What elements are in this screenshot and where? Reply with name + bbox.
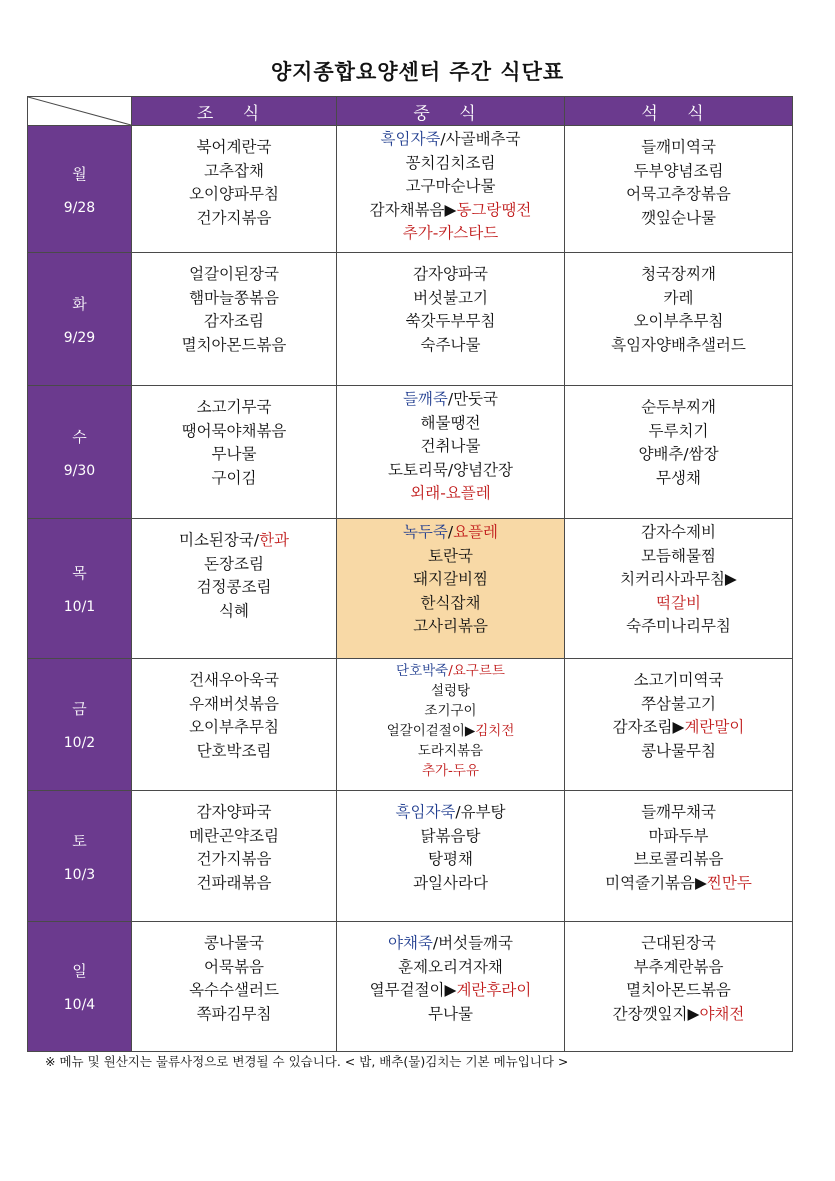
menu-item [337, 310, 564, 334]
menu-item-text: 들깨무채국 [641, 803, 716, 821]
menu-item [565, 956, 792, 980]
menu-item: 양배추/쌈장 [638, 445, 719, 463]
menu-item [337, 199, 564, 223]
cell-dinner [565, 922, 793, 1052]
menu-item [337, 825, 564, 849]
menu-item-text: 마파두부 [648, 826, 709, 845]
day-name: 화 [72, 294, 87, 313]
menu-item-text: 도토리묵/양념간장 [387, 460, 513, 479]
menu-item: 감자양파국 [196, 803, 272, 821]
cell-dinner [565, 253, 793, 386]
cell-content [565, 659, 792, 763]
menu-item: 건가지볶음 [196, 850, 272, 868]
day-name: 금 [72, 700, 87, 718]
cell-breakfast [132, 386, 337, 519]
menu-item-text: 돈장조림 [204, 554, 264, 573]
menu-item [337, 175, 564, 199]
day-date: 10/3 [63, 866, 96, 883]
menu-item-text: /만둣국 [447, 390, 499, 408]
menu-item: 건가지볶음 [196, 208, 272, 227]
menu-item [565, 848, 792, 872]
menu-item: 어묵볶음 [204, 957, 264, 976]
menu-item-text: 단호박죽 [396, 663, 449, 679]
menu-item [337, 521, 564, 545]
menu-item-text: 녹두죽 [402, 523, 448, 541]
page-title: 양지종합요양센터 주간 식단표 [270, 60, 565, 84]
menu-item [565, 592, 792, 616]
day-date: 10/4 [63, 997, 96, 1013]
menu-item: 오이부추무침 [633, 312, 724, 330]
menu-item-text: 돼지갈비찜 [413, 570, 488, 588]
menu-item-text: 콩나물무침 [641, 741, 716, 760]
menu-item: 콩나물국 [204, 934, 264, 952]
cell-content [132, 519, 336, 623]
day-row [28, 519, 793, 659]
cell-lunch [337, 922, 565, 1052]
menu-item-text: 흑임자죽 [380, 130, 441, 148]
menu-item: 옥수수샐러드 [189, 981, 279, 999]
menu-item-text: 닭볶음탕 [420, 826, 481, 845]
menu-item-text: 고구마순나물 [405, 177, 496, 195]
menu-item: 건새우아욱국 [189, 671, 279, 689]
menu-item-text: 탕평채 [428, 850, 473, 868]
cell-content [565, 791, 792, 895]
menu-item [337, 1003, 564, 1027]
menu-item [565, 932, 792, 956]
menu-item: 어묵고추장볶음 [626, 185, 731, 203]
menu-item [565, 1003, 792, 1027]
menu-item: 구이김 [211, 468, 257, 487]
menu-item-text: 과일사라다 [413, 873, 488, 892]
menu-item: 카레 [663, 288, 694, 307]
menu-item-text: 고사리볶음 [413, 617, 488, 635]
day-row [28, 922, 793, 1052]
menu-item-text: 감자채볶음▶ [369, 200, 457, 219]
day-cell [28, 386, 132, 519]
cell-lunch [337, 253, 565, 386]
menu-item-text: 검정콩조림 [196, 578, 272, 596]
menu-item-text: 감자수제비 [641, 523, 716, 541]
menu-item [565, 872, 792, 896]
menu-item [337, 761, 564, 781]
day-name: 토 [72, 831, 87, 850]
menu-item [565, 825, 792, 849]
menu-item: 무나물 [211, 445, 257, 463]
menu-item-text: 건취나물 [420, 437, 481, 455]
footnote: ※ 메뉴 및 원산지는 물류사정으로 변경될 수 있습니다. < 밥, 배추(물)김치는 기본 메뉴입니다 > [45, 1054, 569, 1069]
cell-content [337, 253, 564, 357]
menu-item: 우재버섯볶음 [189, 694, 279, 713]
day-row [28, 386, 793, 519]
menu-item-text: 얼갈이겉절이▶ [386, 723, 476, 739]
menu-item: 오이부추무침 [189, 718, 279, 736]
menu-item-text: 한식잡채 [420, 593, 481, 612]
menu-item-text: 한과 [259, 531, 290, 549]
day-date: 9/29 [63, 329, 96, 346]
menu-item [337, 222, 564, 246]
cell-dinner [565, 386, 793, 519]
menu-item-text: /버섯들깨국 [432, 934, 513, 952]
day-name: 수 [72, 427, 87, 446]
header-row [28, 97, 793, 126]
menu-item-text: 외래-요플레 [410, 484, 491, 502]
menu-item [132, 553, 336, 577]
day-cell [28, 519, 132, 659]
menu-item [337, 435, 564, 459]
menu-item [337, 482, 564, 506]
menu-item: 들깨미역국 [641, 138, 716, 156]
cell-lunch [337, 519, 565, 659]
menu-item-text: 추가-두유 [421, 763, 480, 779]
menu-item: 얼갈이된장국 [189, 265, 279, 283]
menu-item-text: 계란후라이 [456, 981, 532, 999]
menu-item [337, 932, 564, 956]
menu-item [337, 848, 564, 872]
day-row [28, 253, 793, 386]
menu-item: 두부양념조림 [633, 161, 724, 180]
menu-item-text: 토란국 [428, 546, 473, 565]
cell-lunch [337, 791, 565, 922]
menu-item [337, 615, 564, 639]
menu-item-text: 숙주미나리무침 [626, 617, 731, 635]
menu-item [565, 801, 792, 825]
menu-item: 단호박조림 [196, 741, 272, 760]
menu-item-text: 꽁치김치조림 [405, 153, 496, 172]
menu-item [337, 701, 564, 721]
menu-item-text: /사골배추국 [440, 130, 521, 148]
cell-lunch [337, 659, 565, 791]
weekly-menu-table [27, 96, 793, 1052]
cell-content [337, 386, 564, 506]
header-breakfast: 조 식 [132, 97, 337, 126]
menu-item-text: 열무겉절이▶ [369, 981, 457, 999]
menu-item: 두루치기 [648, 421, 709, 440]
day-cell [28, 922, 132, 1052]
menu-item: 흑임자양배추샐러드 [611, 335, 746, 354]
menu-item-text: 브로콜리볶음 [633, 850, 724, 868]
menu-item-text: 간장깻잎지▶ [612, 1004, 700, 1023]
menu-item [337, 741, 564, 761]
cell-content [132, 791, 336, 895]
menu-item [132, 600, 336, 624]
menu-item [565, 669, 792, 693]
menu-item [565, 979, 792, 1003]
diagonal-line [28, 97, 131, 125]
menu-item: 청국장찌개 [641, 265, 716, 283]
menu-item [337, 568, 564, 592]
menu-item-text: 근대된장국 [641, 934, 716, 952]
menu-item-text: 도라지볶음 [417, 743, 484, 759]
menu-item-text: 쭈삼불고기 [641, 694, 716, 713]
menu-item-text: 야채죽 [387, 934, 433, 952]
menu-item: 오이양파무침 [189, 185, 279, 203]
menu-item [132, 576, 336, 600]
menu-item [565, 568, 792, 592]
menu-item [565, 716, 792, 740]
menu-item-text: 소고기미역국 [633, 671, 724, 689]
menu-body [28, 126, 793, 1052]
cell-dinner [565, 126, 793, 253]
menu-item [337, 287, 564, 311]
cell-breakfast [132, 253, 337, 386]
menu-item [337, 956, 564, 980]
cell-content [565, 253, 792, 357]
day-cell [28, 126, 132, 253]
menu-item-text: 찐만두 [706, 873, 752, 892]
cell-content [337, 659, 564, 781]
menu-item-text: 훈제오리겨자채 [398, 957, 503, 976]
cell-content [132, 922, 336, 1026]
menu-item-text: 모듬해물찜 [641, 546, 716, 565]
menu-item [337, 545, 564, 569]
day-row [28, 791, 793, 922]
menu-item [337, 263, 564, 287]
cell-content [565, 519, 792, 639]
menu-item-text: 해물땡전 [420, 413, 481, 432]
menu-item [337, 412, 564, 436]
menu-item [337, 334, 564, 358]
cell-breakfast [132, 791, 337, 922]
cell-content [132, 126, 336, 230]
menu-item-text: 요플레 [453, 523, 499, 541]
menu-item-text: 미소된장국/ [178, 531, 260, 549]
menu-item [337, 388, 564, 412]
menu-item-text: 멸치아몬드볶음 [626, 981, 731, 999]
menu-item: 순두부찌개 [641, 398, 716, 416]
menu-item-text: 무나물 [428, 1004, 473, 1023]
menu-item-text: 추가-카스타드 [402, 224, 499, 242]
menu-item-text: 버섯불고기 [413, 288, 488, 307]
menu-item [565, 740, 792, 764]
menu-item: 감자조림 [204, 312, 264, 330]
menu-item-text: 김치전 [475, 723, 515, 739]
menu-item-text: 미역줄기볶음▶ [605, 873, 707, 892]
menu-item-text: 조기구이 [424, 703, 477, 719]
menu-item [565, 693, 792, 717]
menu-item: 건파래볶음 [196, 873, 272, 892]
cell-lunch [337, 386, 565, 519]
menu-item [337, 721, 564, 741]
menu-item-text: 감자양파국 [413, 265, 488, 283]
day-name: 월 [72, 164, 87, 183]
menu-item [565, 615, 792, 639]
cell-content [565, 922, 792, 1026]
menu-item: 깻잎순나물 [641, 208, 716, 227]
menu-item: 쪽파김무침 [196, 1004, 272, 1023]
header-lunch: 중 식 [337, 97, 565, 126]
cell-dinner [565, 791, 793, 922]
menu-item [337, 459, 564, 483]
menu-item [337, 872, 564, 896]
day-date: 9/28 [63, 199, 96, 216]
day-cell [28, 791, 132, 922]
menu-item [565, 545, 792, 569]
cell-breakfast [132, 659, 337, 791]
menu-item [337, 801, 564, 825]
menu-item-text: 식혜 [219, 601, 249, 620]
menu-item-text: 흑임자죽 [395, 803, 456, 821]
cell-breakfast [132, 922, 337, 1052]
menu-item-text: 설렁탕 [430, 683, 471, 699]
day-name: 목 [72, 564, 87, 582]
menu-item-text: 치커리사과무침▶ [620, 570, 737, 588]
day-date: 10/1 [63, 599, 96, 615]
cell-content [337, 126, 564, 246]
menu-item: 멸치아몬드볶음 [181, 335, 287, 354]
corner-cell [28, 97, 132, 126]
cell-dinner [565, 519, 793, 659]
cell-breakfast [132, 126, 337, 253]
cell-content [565, 126, 792, 230]
menu-item [337, 681, 564, 701]
menu-item: 메란곤약조림 [189, 826, 279, 845]
cell-content [132, 659, 336, 763]
day-date: 9/30 [63, 462, 96, 479]
cell-content [132, 253, 336, 357]
menu-item [337, 979, 564, 1003]
cell-dinner [565, 659, 793, 791]
menu-item: 땡어묵야채볶음 [181, 421, 287, 440]
menu-item: 햄마늘쫑볶음 [189, 288, 279, 307]
menu-item-text: 떡갈비 [656, 593, 701, 612]
cell-content [565, 386, 792, 490]
menu-item-text: 들깨죽 [402, 390, 448, 408]
day-date: 10/2 [63, 735, 96, 751]
menu-item: 고추잡채 [204, 161, 264, 180]
menu-item-text: / [447, 523, 454, 541]
day-row [28, 659, 793, 791]
menu-item [337, 592, 564, 616]
day-cell [28, 659, 132, 791]
menu-item: 무생채 [656, 468, 701, 487]
menu-item-text: 감자조림▶ [612, 718, 685, 736]
menu-item-text: 쑥갓두부무침 [405, 312, 496, 330]
cell-content [337, 519, 564, 639]
menu-item-text: 숙주나물 [420, 335, 481, 354]
day-row [28, 126, 793, 253]
menu-item-text: /요구르트 [448, 663, 505, 679]
cell-lunch [337, 126, 565, 253]
day-cell [28, 253, 132, 386]
header-dinner: 석 식 [565, 97, 793, 126]
cell-content [132, 386, 336, 490]
menu-item [337, 661, 564, 681]
menu-item [337, 128, 564, 152]
menu-item: 북어계란국 [196, 138, 272, 156]
menu-item-text: 동그랑땡전 [456, 200, 532, 219]
menu-item-text: /유부탕 [455, 803, 506, 821]
menu-item-text: 계란말이 [684, 718, 745, 736]
menu-item-text: 야채전 [699, 1004, 745, 1023]
menu-item [132, 529, 336, 553]
day-name: 일 [72, 962, 87, 980]
menu-item [565, 521, 792, 545]
cell-content [337, 791, 564, 895]
menu-item [337, 152, 564, 176]
cell-breakfast [132, 519, 337, 659]
menu-item-text: 부추계란볶음 [633, 957, 724, 976]
cell-content [337, 922, 564, 1026]
menu-item: 소고기무국 [196, 398, 272, 416]
